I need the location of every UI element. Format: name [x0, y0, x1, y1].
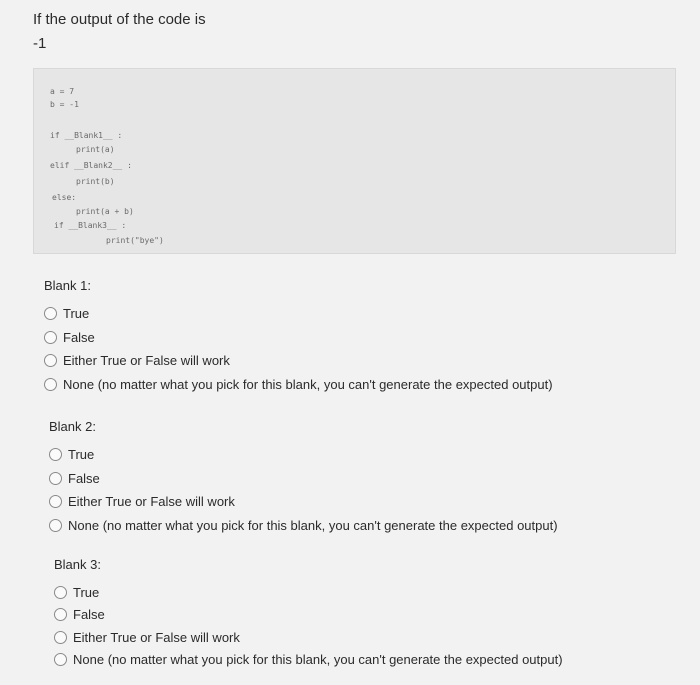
radio-button[interactable]: [44, 307, 57, 320]
option-label: False: [73, 607, 105, 623]
option-label: Either True or False will work: [68, 494, 235, 510]
radio-button[interactable]: [54, 631, 67, 644]
code-snippet: [33, 68, 676, 254]
blank-2-group: [49, 419, 558, 537]
blank-1-group: [44, 278, 553, 396]
radio-button[interactable]: [44, 354, 57, 367]
code-line: if __Blank3__ :: [54, 221, 127, 230]
option-label: True: [68, 447, 95, 463]
blank-3-option-true[interactable]: [54, 581, 563, 604]
blank-label: Blank 2:: [49, 419, 96, 434]
blank-3-option-none[interactable]: [54, 649, 563, 672]
radio-button[interactable]: [44, 331, 57, 344]
option-label: Either True or False will work: [73, 629, 240, 645]
code-line: b = -1: [50, 100, 79, 109]
radio-button[interactable]: [54, 653, 67, 666]
radio-button[interactable]: [54, 608, 67, 621]
code-line: elif __Blank2__ :: [50, 161, 132, 170]
blank-2-option-false[interactable]: [49, 467, 558, 491]
blank-2-option-either[interactable]: [49, 490, 558, 514]
blank-label: Blank 1:: [44, 278, 91, 293]
option-label: True: [73, 584, 100, 600]
code-line: print(b): [76, 177, 115, 186]
blank-2-option-none[interactable]: [49, 514, 558, 538]
option-label: False: [68, 470, 100, 486]
option-label: False: [63, 329, 95, 345]
option-label: True: [63, 306, 90, 322]
option-label: None (no matter what you pick for this blank, you can't generate the expected output): [63, 376, 553, 392]
blank-3-group: [54, 557, 563, 671]
code-line: if __Blank1__ :: [50, 131, 123, 140]
radio-button[interactable]: [49, 448, 62, 461]
radio-button[interactable]: [44, 378, 57, 391]
expected-output: -1: [33, 35, 47, 52]
code-line: a = 7: [50, 87, 75, 96]
radio-button[interactable]: [49, 472, 62, 485]
radio-button[interactable]: [49, 519, 62, 532]
blank-1-option-false[interactable]: [44, 326, 553, 350]
blank-1-option-true[interactable]: [44, 302, 553, 326]
option-label: Either True or False will work: [63, 353, 230, 369]
question-text: If the output of the code is: [33, 11, 206, 28]
code-line: print("bye"): [106, 236, 164, 245]
blank-3-option-either[interactable]: [54, 626, 563, 649]
blank-label: Blank 3:: [54, 557, 101, 572]
code-line: else:: [52, 193, 77, 202]
blank-1-option-none[interactable]: [44, 373, 553, 397]
radio-button[interactable]: [54, 586, 67, 599]
option-label: None (no matter what you pick for this blank, you can't generate the expected output): [68, 517, 558, 533]
code-line: print(a): [76, 145, 115, 154]
radio-button[interactable]: [49, 495, 62, 508]
blank-3-option-false[interactable]: [54, 604, 563, 627]
option-label: None (no matter what you pick for this blank, you can't generate the expected output): [73, 652, 563, 668]
code-line: print(a + b): [76, 207, 134, 216]
blank-1-option-either[interactable]: [44, 349, 553, 373]
blank-2-option-true[interactable]: [49, 443, 558, 467]
